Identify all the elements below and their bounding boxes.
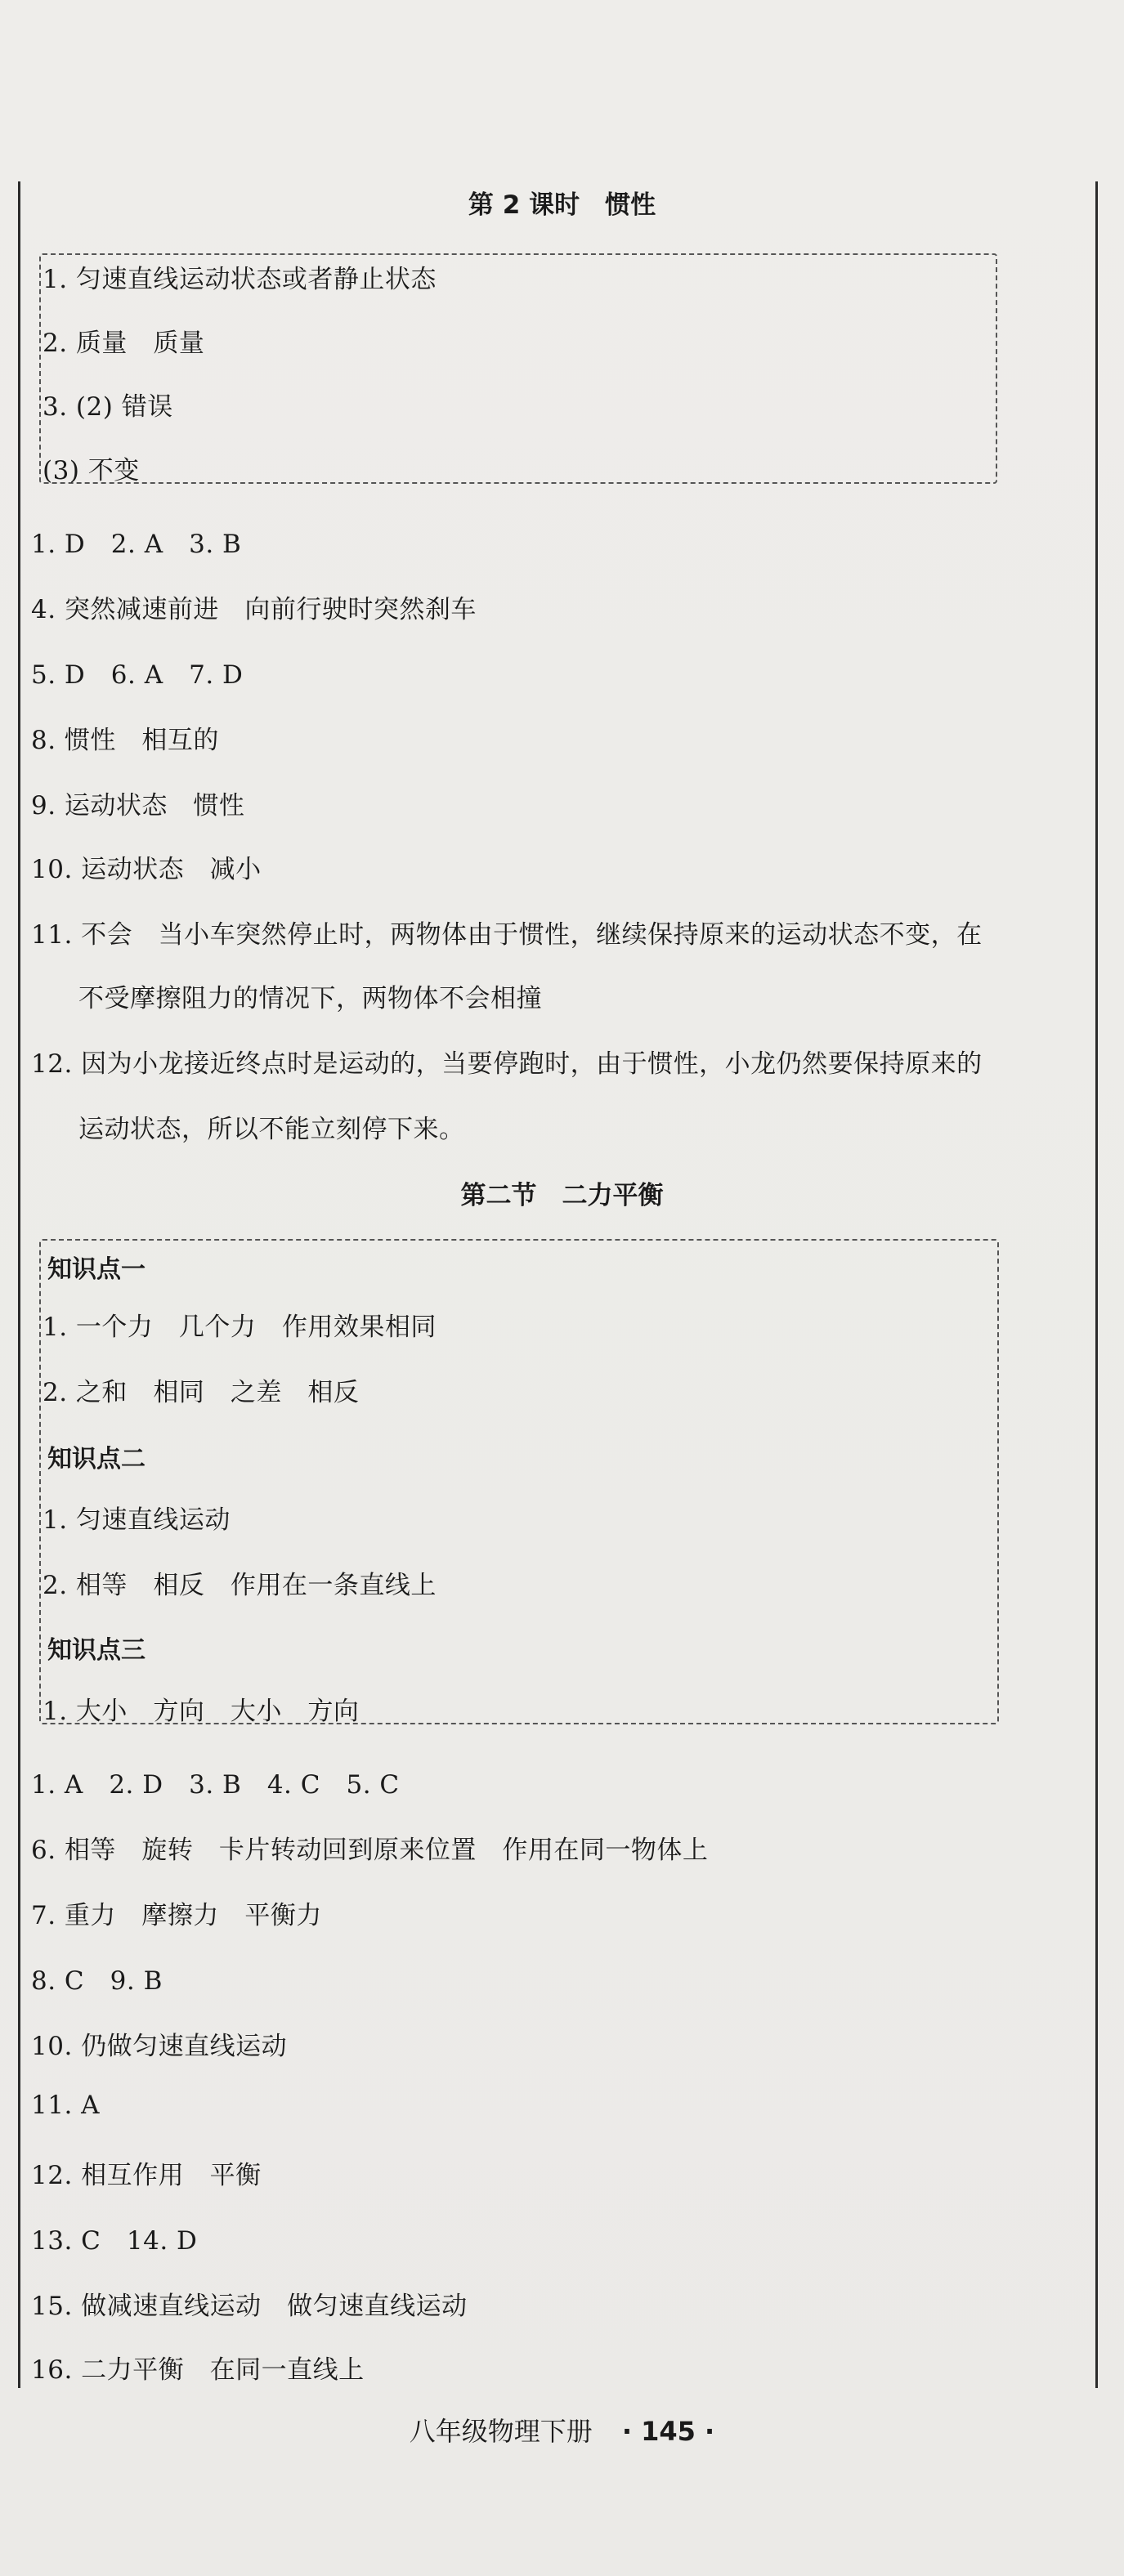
answer-line: 13. C 14. D xyxy=(31,2226,198,2256)
answer-line-continued: 不受摩擦阻力的情况下，两物体不会相撞 xyxy=(78,984,542,1013)
book-title: 八年级物理下册 xyxy=(409,2416,593,2447)
page-footer xyxy=(0,2411,1124,2449)
knowledge-line: 1. 一个力 几个力 作用效果相同 xyxy=(43,1313,437,1342)
answer-line-continued: 运动状态，所以不能立刻停下来。 xyxy=(78,1115,465,1144)
answer-line: 4. 突然减速前进 向前行驶时突然刹车 xyxy=(31,595,477,624)
box-line: 2. 质量 质量 xyxy=(43,329,205,358)
answer-line: 12. 因为小龙接近终点时是运动的，当要停跑时，由于惯性，小龙仍然要保持原来的 xyxy=(31,1049,983,1079)
answer-line: 10. 运动状态 减小 xyxy=(31,855,262,884)
answer-line: 5. D 6. A 7. D xyxy=(31,660,244,690)
answer-line: 11. 不会 当小车突然停止时，两物体由于惯性，继续保持原来的运动状态不变，在 xyxy=(31,920,983,950)
box-line: 3. (2) 错误 xyxy=(43,392,173,422)
left-margin-rule xyxy=(18,181,20,2388)
right-margin-rule xyxy=(1095,181,1098,2388)
answer-line: 8. 惯性 相互的 xyxy=(31,726,219,755)
answer-line: 1. D 2. A 3. B xyxy=(31,530,242,559)
knowledge-point-heading-1: 知识点一 xyxy=(47,1255,146,1284)
knowledge-line: 1. 匀速直线运动 xyxy=(43,1505,231,1535)
section-title-inertia: 第 2 课时 惯性 xyxy=(468,190,656,220)
answer-line: 6. 相等 旋转 卡片转动回到原来位置 作用在同一物体上 xyxy=(31,1836,709,1865)
answer-line: 1. A 2. D 3. B 4. C 5. C xyxy=(31,1770,400,1800)
answer-line: 12. 相互作用 平衡 xyxy=(31,2161,262,2190)
section-title-balance: 第二节 二力平衡 xyxy=(460,1181,664,1210)
answer-line: 11. A xyxy=(31,2091,101,2120)
knowledge-point-heading-2: 知识点二 xyxy=(47,1445,146,1474)
answer-line: 9. 运动状态 惯性 xyxy=(31,791,245,821)
answer-line: 15. 做减速直线运动 做匀速直线运动 xyxy=(31,2292,468,2321)
page-number: · 145 · xyxy=(621,2416,715,2447)
knowledge-line: 2. 相等 相反 作用在一条直线上 xyxy=(43,1571,437,1600)
answer-line: 8. C 9. B xyxy=(31,1966,163,1996)
box-line: (3) 不变 xyxy=(43,456,140,485)
knowledge-line: 2. 之和 相同 之差 相反 xyxy=(43,1378,360,1407)
answer-line: 10. 仍做匀速直线运动 xyxy=(31,2032,288,2061)
knowledge-line: 1. 大小 方向 大小 方向 xyxy=(43,1697,360,1726)
answer-line: 7. 重力 摩擦力 平衡力 xyxy=(31,1901,322,1930)
knowledge-point-heading-3: 知识点三 xyxy=(47,1636,146,1665)
answer-line: 16. 二力平衡 在同一直线上 xyxy=(31,2355,365,2385)
box-line: 1. 匀速直线运动状态或者静止状态 xyxy=(43,265,437,294)
